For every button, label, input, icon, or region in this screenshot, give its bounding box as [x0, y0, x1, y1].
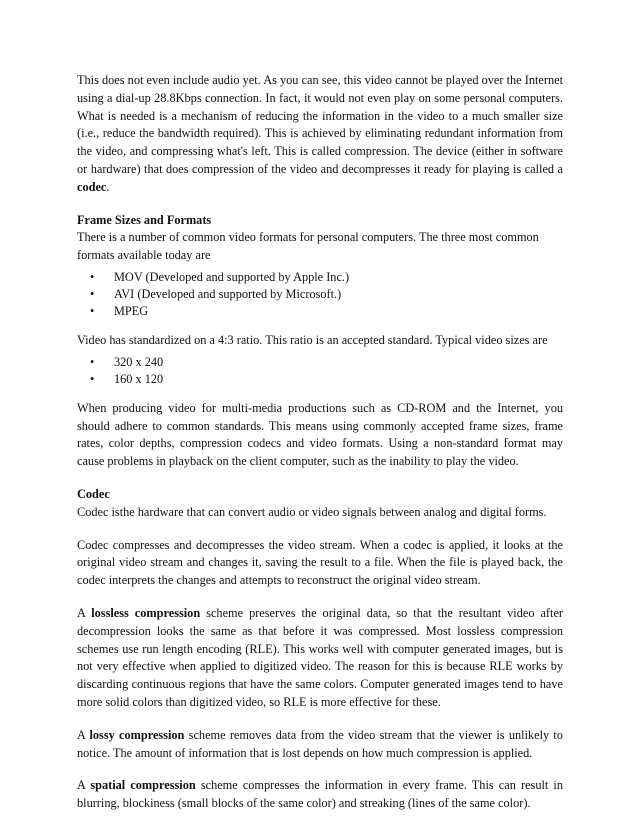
codec-heading: Codec: [77, 486, 110, 501]
spatial-paragraph: A spatial compression scheme compresses the information in every frame. This can result in blurring, blockiness (small blocks of the same color) and streaking (lines of the same color).: [77, 778, 563, 811]
codec-paragraph: Codec compresses and decompresses the video stream. When a codec is applied, it looks at the original video stream and changes it, saving the result to a file. When the file is played back, the codec interprets the changes and attempts to reconstruct the original video stream.: [77, 537, 563, 588]
formats-intro: There is a number of common video formats for personal computers. The three most common formats available today are: [77, 230, 539, 263]
list-item: • AVI (Developed and supported by Microsoft.): [90, 286, 342, 301]
bullet-icon: •: [90, 371, 95, 386]
ratio-paragraph: Video has standardized on a 4:3 ratio. This ratio is an accepted standard. Typical video sizes are: [77, 332, 548, 347]
codec-definition: Codec isthe hardware that can convert audio or video signals between analog and digital forms.: [77, 504, 547, 519]
lossless-term: lossless compression: [91, 605, 201, 620]
codec-term: codec: [77, 179, 107, 194]
formats-list: [77, 269, 563, 320]
list-item: • MOV (Developed and supported by Apple Inc.): [90, 269, 350, 284]
bullet-icon: •: [90, 303, 95, 318]
document-page: [77, 72, 563, 828]
list-item: • 320 x 240: [90, 354, 164, 369]
bullet-icon: •: [90, 354, 95, 369]
production-paragraph: When producing video for multi-media productions such as CD-ROM and the Internet, you should adhere to common standards. This means using commonly accepted frame sizes, frame rates, color depths, compression codecs and video formats. Using a non-standard format may cause problems in playback on the client computer, such as the inability to play the video.: [77, 400, 563, 469]
sizes-list: [77, 354, 563, 388]
list-item: • 160 x 120: [90, 371, 164, 386]
bullet-icon: •: [90, 286, 95, 301]
lossless-paragraph: A lossless compression scheme preserves the original data, so that the resultant video after decompression looks the same as that before it was compressed. Most lossless compression schemes use run length encoding (RLE). This works well with computer generated images, but is not very effective when applied to digitized video. The reason for this is because RLE works by discarding continuous regions that have the same colors. Computer generated images tend to have more solid colors than digitized video, so RLE is more effective for these.: [77, 605, 563, 709]
intro-paragraph: This does not even include audio yet. As you can see, this video cannot be played over the Internet using a dial-up 28.8Kbps connection. In fact, it would not even play on some personal computers. What is needed is a mechanism of reducing the information in the video to a much smaller size (i.e., reduce the bandwidth required). This is achieved by eliminating redundant information from the video, and compressing what's left. This is called compression. The device (either in software or hardware) that does compression of the video and decompresses it ready for playing is called a codec.: [77, 73, 563, 194]
bullet-icon: •: [90, 269, 95, 284]
lossy-term: lossy compression: [89, 727, 185, 742]
spatial-term: spatial compression: [90, 778, 196, 793]
lossy-paragraph: A lossy compression scheme removes data from the video stream that the viewer is unlikely to notice. The amount of information that is lost depends on how much compression is applied.: [77, 727, 563, 760]
list-item: • MPEG: [90, 303, 149, 318]
frame-sizes-heading: Frame Sizes and Formats: [77, 212, 212, 227]
